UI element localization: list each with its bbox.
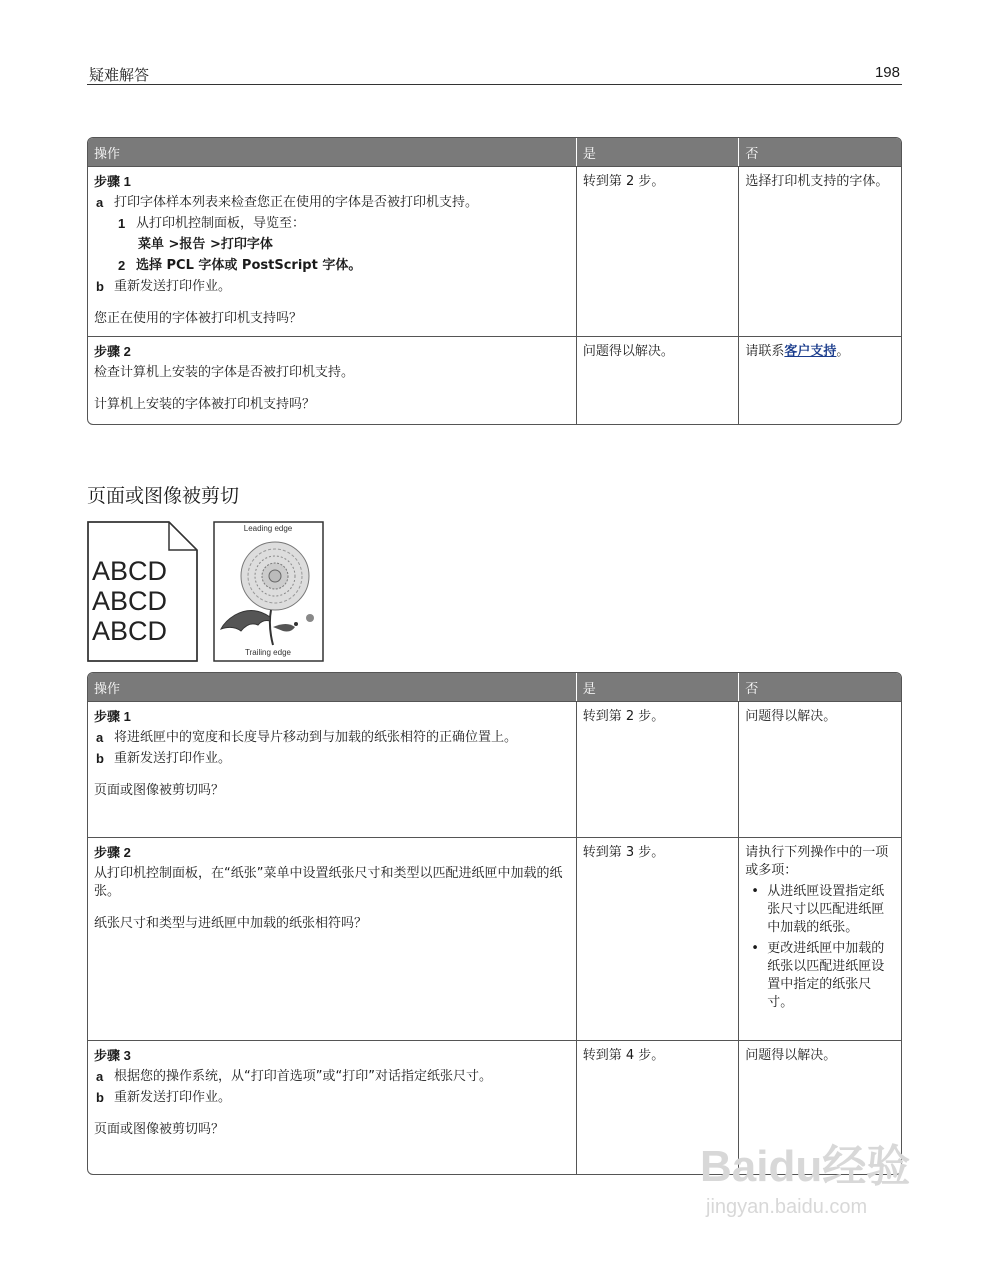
- section-name: 疑难解答: [89, 66, 150, 84]
- no-text: 请联系: [745, 344, 785, 359]
- question: 页面或图像被剪切吗？: [94, 783, 225, 798]
- watermark-brand: Baidu经验: [700, 1142, 911, 1191]
- yes-cell: 转到第 2 步。: [576, 701, 739, 837]
- col-action: 操作: [88, 673, 576, 701]
- no-intro: 请执行下列操作中的一项或多项：: [745, 845, 889, 878]
- question: 页面或图像被剪切吗？: [94, 1122, 225, 1137]
- yes-cell: 问题得以解决。: [576, 336, 739, 424]
- substep-a: 将进纸匣中的宽度和长度导片移动到与加载的纸张相符的正确位置上。: [114, 730, 518, 745]
- abc-line: ABCD: [92, 616, 168, 646]
- trailing-edge-label: Trailing edge: [245, 648, 291, 657]
- abc-line: ABCD: [92, 586, 168, 616]
- step-text: 检查计算机上安装的字体是否被打印机支持。: [94, 365, 355, 380]
- troubleshoot-table-fonts: [87, 137, 902, 425]
- col-action: 操作: [88, 138, 576, 166]
- yes-cell: 转到第 2 步。: [576, 166, 739, 336]
- leading-edge-label: Leading edge: [243, 524, 293, 533]
- step-label: 步骤 1: [94, 174, 131, 189]
- substep-a1: 从打印机控制面板，导览至：: [136, 216, 306, 231]
- substep-b: 重新发送打印作业。: [114, 279, 232, 294]
- substep-b: 重新发送打印作业。: [114, 751, 232, 766]
- question: 纸张尺寸和类型与进纸匣中加载的纸张相符吗？: [94, 916, 368, 931]
- action-cell: 步骤 1 a 将进纸匣中的宽度和长度导片移动到与加载的纸张相符的正确位置上。 b 重新发送打印作业。 页面或图像被剪切吗？: [88, 701, 576, 837]
- step-label: 步骤 2: [94, 344, 131, 359]
- menu-path: 菜单 >报告 >打印字体: [138, 237, 273, 252]
- table-row: [88, 701, 901, 837]
- no-cell: [738, 336, 901, 424]
- table-row: [88, 837, 901, 1040]
- step-label: 步骤 1: [94, 709, 131, 724]
- page-number: 198: [874, 64, 900, 81]
- no-cell: 问题得以解决。: [738, 701, 901, 837]
- table-header-row: [88, 673, 901, 701]
- step-text: 从打印机控制面板，在“纸张”菜单中设置纸张尺寸和类型以匹配进纸匣中加载的纸张。: [94, 866, 563, 899]
- table-row: [88, 166, 901, 336]
- table-row: [88, 336, 901, 424]
- action-cell: 步骤 3 a 根据您的操作系统，从“打印首选项”或“打印”对话指定纸张尺寸。 b 重新发送打印作业。 页面或图像被剪切吗？: [88, 1040, 576, 1174]
- col-yes: 是: [576, 138, 739, 166]
- question: 您正在使用的字体被打印机支持吗？: [94, 311, 303, 326]
- no-bullet: 更改进纸匣中加载的纸张以匹配进纸匣设置中指定的纸张尺寸。: [767, 941, 885, 1010]
- bullet-icon: •: [751, 941, 759, 956]
- clipped-image-page-illustration: [213, 521, 324, 662]
- substep-b: 重新发送打印作业。: [114, 1090, 232, 1105]
- customer-support-link[interactable]: 客户支持: [784, 344, 837, 359]
- action-cell: [88, 837, 576, 1040]
- col-no: 否: [738, 138, 901, 166]
- substep-a: 根据您的操作系统，从“打印首选项”或“打印”对话指定纸张尺寸。: [114, 1069, 492, 1084]
- substep-a: 打印字体样本列表来检查您正在使用的字体是否被打印机支持。: [114, 195, 479, 210]
- page-header: [87, 62, 902, 85]
- no-text-end: 。: [836, 344, 850, 359]
- action-cell: [88, 336, 576, 424]
- question: 计算机上安装的字体被打印机支持吗？: [94, 397, 316, 412]
- watermark: [700, 1130, 910, 1219]
- substep-a2: 选择 PCL 字体或 PostScript 字体。: [136, 258, 362, 273]
- bullet-icon: •: [751, 884, 759, 899]
- step-label: 步骤 2: [94, 845, 131, 860]
- col-no: 否: [738, 673, 901, 701]
- clipped-text-page-illustration: [87, 521, 199, 663]
- abc-line: ABCD: [92, 556, 168, 586]
- watermark-url: jingyan.baidu.com: [706, 1196, 868, 1218]
- action-cell: 步骤 1 a 打印字体样本列表来检查您正在使用的字体是否被打印机支持。 1 从打印机控制面板，导览至： 菜单 >报告 >打印字体 2 选择 PCL 字体或 PostScript 字体。 b 重新发送打印作业。 您正在使用的字体被打印机支持吗？: [88, 166, 576, 336]
- yes-cell: 转到第 4 步。: [576, 1040, 739, 1174]
- col-yes: 是: [576, 673, 739, 701]
- no-cell: [738, 837, 901, 1040]
- no-bullet: 从进纸匣设置指定纸张尺寸以匹配进纸匣中加载的纸张。: [767, 884, 885, 935]
- yes-cell: 转到第 3 步。: [576, 837, 739, 1040]
- no-cell: 选择打印机支持的字体。: [738, 166, 901, 336]
- no-cell: 问题得以解决。: [738, 1040, 901, 1174]
- section-title: 页面或图像被剪切: [87, 485, 240, 507]
- step-label: 步骤 3: [94, 1048, 131, 1063]
- table-header-row: [88, 138, 901, 166]
- troubleshoot-table-clipped: [87, 672, 902, 1175]
